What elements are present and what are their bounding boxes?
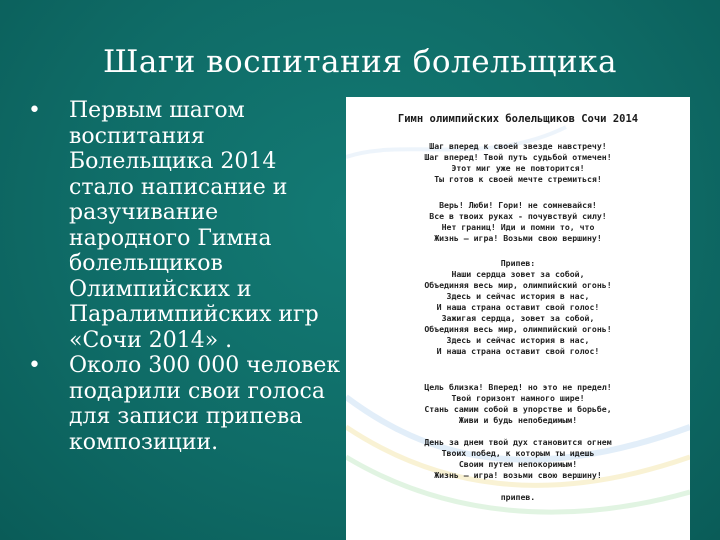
lyric-line: Верь! Люби! Гори! не сомневайся! — [439, 200, 597, 210]
lyric-line: Зажигая сердца, зовет за собой, — [441, 313, 595, 323]
slide-title: Шаги воспитания болельщика — [102, 44, 618, 80]
anthem-title: Гимн олимпийских болельщиков Сочи 2014 — [397, 113, 639, 125]
lyric-line: Стань самим собой в упорстве и борьбе, — [424, 404, 612, 414]
bullet-line: Болельщика 2014 — [69, 149, 277, 174]
lyric-line: Этот миг уже не повторится! — [451, 163, 585, 173]
bullet-line: разучивание — [69, 200, 219, 225]
bullet-line: Олимпийских и — [69, 276, 252, 302]
lyric-line: Объединяя весь мир, олимпийский огонь! — [424, 280, 612, 290]
bullet-dot-icon: • — [28, 353, 41, 378]
bullet-line: композиции. — [69, 429, 219, 455]
lyric-line: Шаг вперед к своей звезде навстречу! — [429, 141, 607, 151]
stanza — [346, 200, 690, 244]
lyric-line: Все в твоих руках - почувствуй силу! — [429, 211, 607, 221]
lyric-line: Нет границ! Иди и помни то, что — [441, 222, 595, 232]
lyric-line: Жизнь – игра! Возьми свою вершину! — [434, 233, 602, 243]
lyric-line: И наша страна оставит свой голос! — [436, 302, 600, 312]
lyric-line: Объединяя весь мир, олимпийский огонь! — [424, 324, 612, 334]
lyric-line: Твой горизонт намного шире! — [451, 393, 585, 403]
bullet-item — [28, 98, 358, 353]
bullet-line: народного Гимна — [69, 225, 272, 251]
bullet-line: «Сочи 2014» . — [69, 327, 233, 353]
bullet-line: для записи припева — [69, 404, 303, 429]
bullet-line: Около 300 000 человек — [69, 353, 341, 378]
bullet-list — [28, 98, 358, 455]
lyric-line: Живи и будь непобедимым! — [458, 415, 578, 425]
lyric-line: Цель близка! Вперед! но это не предел! — [424, 382, 612, 392]
lyric-line: Ты готов к своей мечте стремиться! — [434, 174, 602, 184]
bullet-line: воспитания — [69, 123, 205, 149]
bullet-line: подарили свои голоса — [69, 378, 325, 404]
lyric-line: Своим путем непокоримым! — [458, 459, 578, 469]
stanza — [346, 437, 690, 481]
stanza — [346, 141, 690, 185]
bullet-dot-icon: • — [28, 98, 41, 123]
bullet-line: Первым шагом — [69, 98, 245, 123]
lyric-line: Здесь и сейчас история в нас, — [446, 291, 590, 301]
bullet-line: болельщиков — [69, 251, 223, 276]
lyric-line: День за днем твой дух становится огнем — [424, 437, 612, 447]
lyric-line: Шаг вперед! Твой путь судьбой отмечен! — [424, 152, 612, 162]
lyric-line: Припев: — [500, 258, 536, 268]
bullet-line: стало написание и — [69, 174, 288, 200]
lyric-line: Наши сердца зовет за собой, — [451, 269, 585, 279]
stanza — [346, 382, 690, 426]
lyric-line: И наша страна оставит свой голос! — [436, 346, 600, 356]
bullet-item — [28, 353, 358, 455]
stanza — [346, 492, 690, 503]
lyric-line: Жизнь – игра! возьми свою вершину! — [434, 470, 602, 480]
lyric-line: Твоих побед, к которым ты идешь — [441, 448, 595, 458]
lyric-line: Здесь и сейчас история в нас, — [446, 335, 590, 345]
anthem-lyrics-image — [346, 97, 690, 540]
bullet-line: Паралимпийских игр — [69, 302, 319, 327]
lyric-line: припев. — [500, 492, 536, 502]
chorus-stanza — [346, 258, 690, 357]
